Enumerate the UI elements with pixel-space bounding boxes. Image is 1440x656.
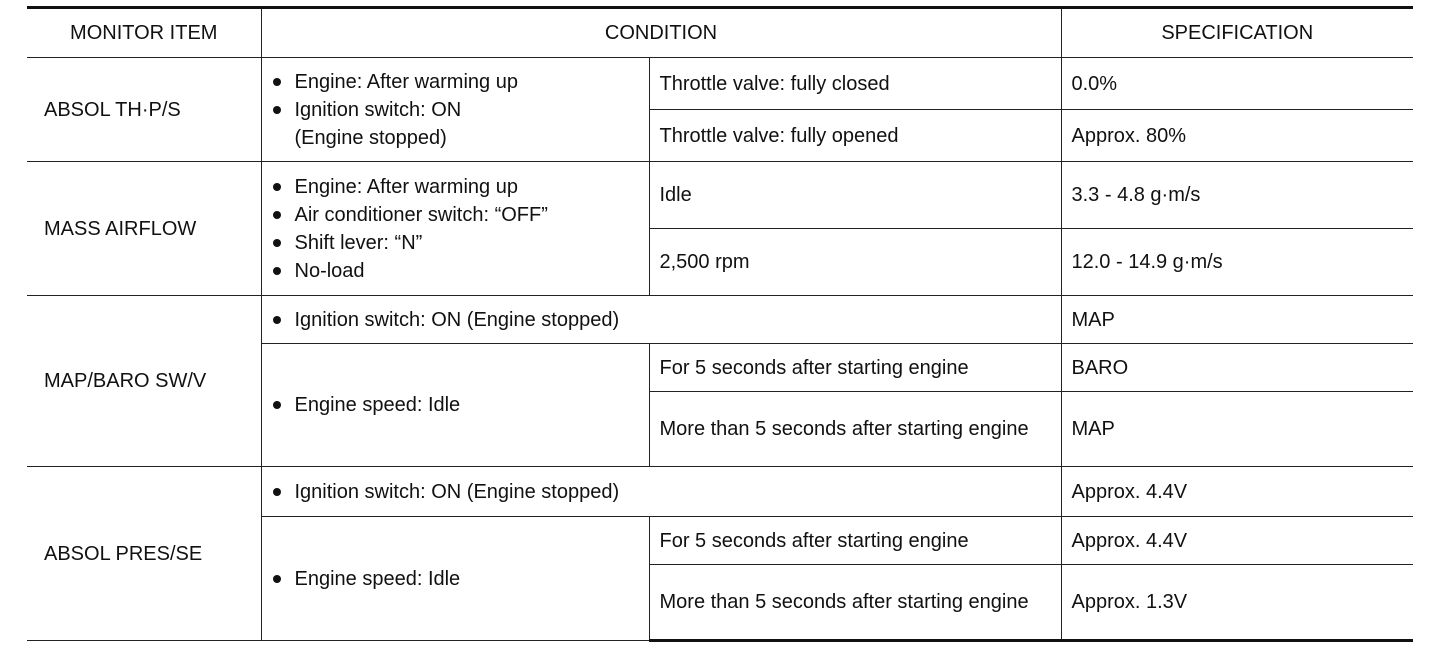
condition-bullet: Ignition switch: ON (Engine stopped) [270, 306, 1061, 334]
condition-full [261, 467, 1061, 517]
condition-group [261, 58, 649, 162]
sub-condition: Throttle valve: fully opened [649, 110, 1061, 162]
condition-bullet: No-load [270, 257, 649, 285]
condition-bullet: Ignition switch: ON (Engine stopped) [270, 478, 1061, 506]
condition-bullet: Engine: After warming up [270, 68, 649, 96]
table-row [27, 162, 1413, 229]
specification-value: Approx. 4.4V [1061, 467, 1413, 517]
monitor-spec-table [27, 6, 1413, 642]
condition-bullet: Engine: After warming up [270, 173, 649, 201]
sub-condition: More than 5 seconds after starting engine [649, 392, 1061, 467]
sub-condition: Throttle valve: fully closed [649, 58, 1061, 110]
condition-bullet: Engine speed: Idle [270, 391, 649, 419]
condition-full [261, 296, 1061, 344]
specification-value: Approx. 1.3V [1061, 565, 1413, 641]
monitor-item-absol-thps: ABSOL TH·P/S [27, 58, 261, 162]
sub-condition: For 5 seconds after starting engine [649, 517, 1061, 565]
header-condition: CONDITION [261, 8, 1061, 58]
sub-condition: For 5 seconds after starting engine [649, 344, 1061, 392]
specification-value: 12.0 - 14.9 g·m/s [1061, 229, 1413, 296]
condition-bullet: Shift lever: “N” [270, 229, 649, 257]
condition-bullet: Ignition switch: ON [270, 96, 649, 124]
condition-bullet: Engine speed: Idle [270, 565, 649, 593]
condition-bullet: Air conditioner switch: “OFF” [270, 201, 649, 229]
monitor-item-mass-airflow: MASS AIRFLOW [27, 162, 261, 296]
specification-value: 3.3 - 4.8 g·m/s [1061, 162, 1413, 229]
sub-condition: Idle [649, 162, 1061, 229]
header-monitor-item: MONITOR ITEM [27, 8, 261, 58]
condition-group [261, 344, 649, 467]
header-specification: SPECIFICATION [1061, 8, 1413, 58]
specification-value: BARO [1061, 344, 1413, 392]
sub-condition: 2,500 rpm [649, 229, 1061, 296]
table-row [27, 296, 1413, 344]
condition-group [261, 162, 649, 296]
specification-value: Approx. 4.4V [1061, 517, 1413, 565]
monitor-item-map-baro: MAP/BARO SW/V [27, 296, 261, 467]
sub-condition: More than 5 seconds after starting engine [649, 565, 1061, 641]
condition-group [261, 517, 649, 641]
header-row [27, 8, 1413, 58]
specification-value: Approx. 80% [1061, 110, 1413, 162]
specification-value: 0.0% [1061, 58, 1413, 110]
monitor-item-absol-pres: ABSOL PRES/SE [27, 467, 261, 641]
table-row [27, 467, 1413, 517]
condition-bullet-continuation: (Engine stopped) [294, 126, 447, 149]
specification-value: MAP [1061, 296, 1413, 344]
table-row [27, 58, 1413, 110]
specification-value: MAP [1061, 392, 1413, 467]
